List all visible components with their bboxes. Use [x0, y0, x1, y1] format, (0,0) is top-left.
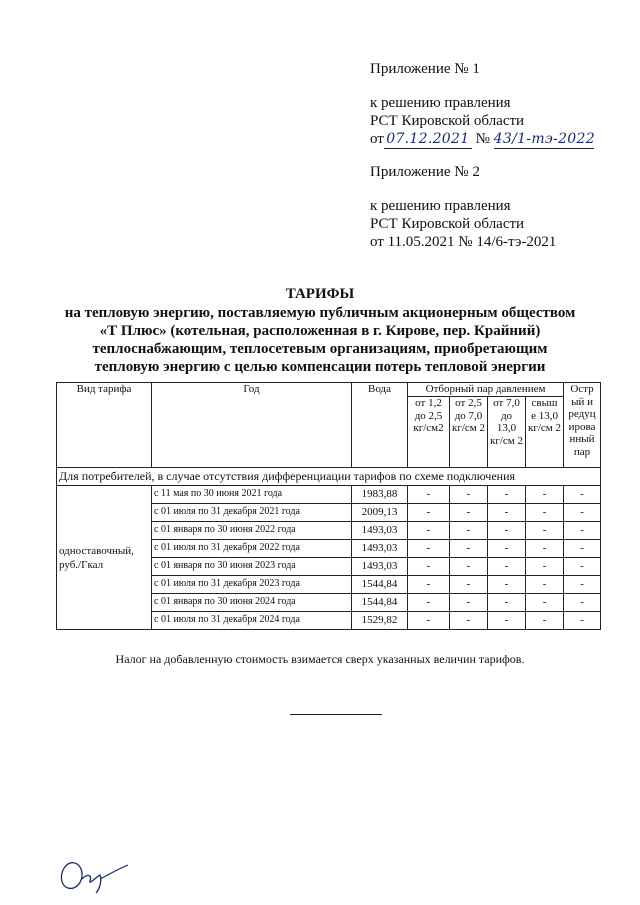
header-steam-sub-2: от 2,5 до 7,0 кг/см 2: [450, 397, 488, 468]
water-cell: 2009,13: [352, 504, 408, 522]
period-cell: с 01 января по 30 июня 2023 года: [152, 558, 352, 576]
steam-4-cell: -: [526, 504, 564, 522]
table-header-row-1: [57, 383, 601, 397]
title-line-2: на тепловую энергию, поставляемую публичным акционерным обществом: [64, 305, 576, 321]
steam-3-cell: -: [488, 594, 526, 612]
period-cell: с 01 июля по 31 декабря 2024 года: [152, 612, 352, 630]
steam-4-cell: -: [526, 594, 564, 612]
tariff-type-cell: одноставочный, руб./Гкал: [57, 486, 152, 630]
header-water: Вода: [352, 383, 408, 468]
sharp-steam-cell: -: [564, 558, 601, 576]
steam-2-cell: -: [450, 576, 488, 594]
sharp-steam-cell: -: [564, 576, 601, 594]
water-cell: 1983,88: [352, 486, 408, 504]
steam-3-cell: -: [488, 504, 526, 522]
water-cell: 1544,84: [352, 576, 408, 594]
decision-1-number: 43/1-тэ-2022: [493, 131, 595, 147]
steam-1-cell: -: [408, 504, 450, 522]
steam-1-cell: -: [408, 486, 450, 504]
water-cell: 1544,84: [352, 594, 408, 612]
appendix-1-label: Приложение № 1: [370, 61, 480, 77]
steam-1-cell: -: [408, 558, 450, 576]
water-cell: 1493,03: [352, 522, 408, 540]
water-cell: 1529,82: [352, 612, 408, 630]
tariffs-table: [56, 382, 601, 630]
decision-2-line-3: от 11.05.2021 № 14/6-тэ-2021: [370, 234, 557, 250]
decision-1-no-prefix: №: [475, 131, 490, 147]
title-line-5: тепловую энергию с целью компенсации потерь тепловой энергии: [94, 359, 546, 375]
decision-1-line-1: к решению правления: [370, 95, 511, 111]
steam-1-cell: -: [408, 594, 450, 612]
steam-1-cell: -: [408, 522, 450, 540]
sharp-steam-cell: -: [564, 504, 601, 522]
title-line-3: «Т Плюс» (котельная, расположенная в г. Кирове, пер. Крайний): [99, 323, 541, 339]
section-row: [57, 468, 601, 486]
steam-4-cell: -: [526, 540, 564, 558]
document-title: ТАРИФЫ: [285, 286, 355, 302]
steam-3-cell: -: [488, 612, 526, 630]
steam-4-cell: -: [526, 576, 564, 594]
steam-2-cell: -: [450, 504, 488, 522]
steam-2-cell: -: [450, 612, 488, 630]
header-sharp-steam: Остр ый и редуц ирова нный пар: [564, 383, 601, 468]
decision-1-line-3: [370, 130, 594, 149]
decision-1-line-2: РСТ Кировской области: [370, 113, 525, 129]
sharp-steam-cell: -: [564, 612, 601, 630]
steam-3-cell: -: [488, 522, 526, 540]
header-steam: Отборный пар давлением: [408, 383, 564, 397]
section-title: Для потребителей, в случае отсутствия дифференциации тарифов по схеме подключения: [57, 468, 601, 486]
signature-mark: [56, 855, 146, 895]
period-cell: с 01 июля по 31 декабря 2021 года: [152, 504, 352, 522]
steam-3-cell: -: [488, 540, 526, 558]
appendix-2-label: Приложение № 2: [370, 164, 480, 180]
water-cell: 1493,03: [352, 540, 408, 558]
steam-4-cell: -: [526, 486, 564, 504]
water-cell: 1493,03: [352, 558, 408, 576]
period-cell: с 01 января по 30 июня 2022 года: [152, 522, 352, 540]
steam-3-cell: -: [488, 576, 526, 594]
period-cell: с 11 мая по 30 июня 2021 года: [152, 486, 352, 504]
period-cell: с 01 июля по 31 декабря 2022 года: [152, 540, 352, 558]
steam-2-cell: -: [450, 594, 488, 612]
separator-rule: [290, 714, 382, 715]
sharp-steam-cell: -: [564, 594, 601, 612]
steam-4-cell: -: [526, 522, 564, 540]
steam-2-cell: -: [450, 486, 488, 504]
sharp-steam-cell: -: [564, 486, 601, 504]
steam-3-cell: -: [488, 558, 526, 576]
period-cell: с 01 января по 30 июня 2024 года: [152, 594, 352, 612]
decision-1-date: 07.12.2021: [384, 130, 472, 149]
sharp-steam-cell: -: [564, 540, 601, 558]
header-tariff-type: Вид тарифа: [57, 383, 152, 468]
title-line-4: теплоснабжающим, теплосетевым организациям, приобретающим: [92, 341, 548, 357]
steam-3-cell: -: [488, 486, 526, 504]
steam-4-cell: -: [526, 612, 564, 630]
header-year: Год: [152, 383, 352, 468]
header-steam-sub-3: от 7,0 до 13,0 кг/см 2: [488, 397, 526, 468]
steam-2-cell: -: [450, 540, 488, 558]
steam-2-cell: -: [450, 522, 488, 540]
steam-1-cell: -: [408, 612, 450, 630]
vat-note: Налог на добавленную стоимость взимается сверх указанных величин тарифов.: [115, 652, 525, 666]
decision-2-line-1: к решению правления: [370, 198, 511, 214]
table-row: [57, 486, 601, 504]
steam-1-cell: -: [408, 576, 450, 594]
header-steam-sub-1: от 1,2 до 2,5 кг/см2: [408, 397, 450, 468]
steam-4-cell: -: [526, 558, 564, 576]
steam-2-cell: -: [450, 558, 488, 576]
period-cell: с 01 июля по 31 декабря 2023 года: [152, 576, 352, 594]
header-steam-sub-4: свыш е 13,0 кг/см 2: [526, 397, 564, 468]
decision-1-from-prefix: от: [370, 131, 384, 147]
steam-1-cell: -: [408, 540, 450, 558]
sharp-steam-cell: -: [564, 522, 601, 540]
decision-2-line-2: РСТ Кировской области: [370, 216, 525, 232]
